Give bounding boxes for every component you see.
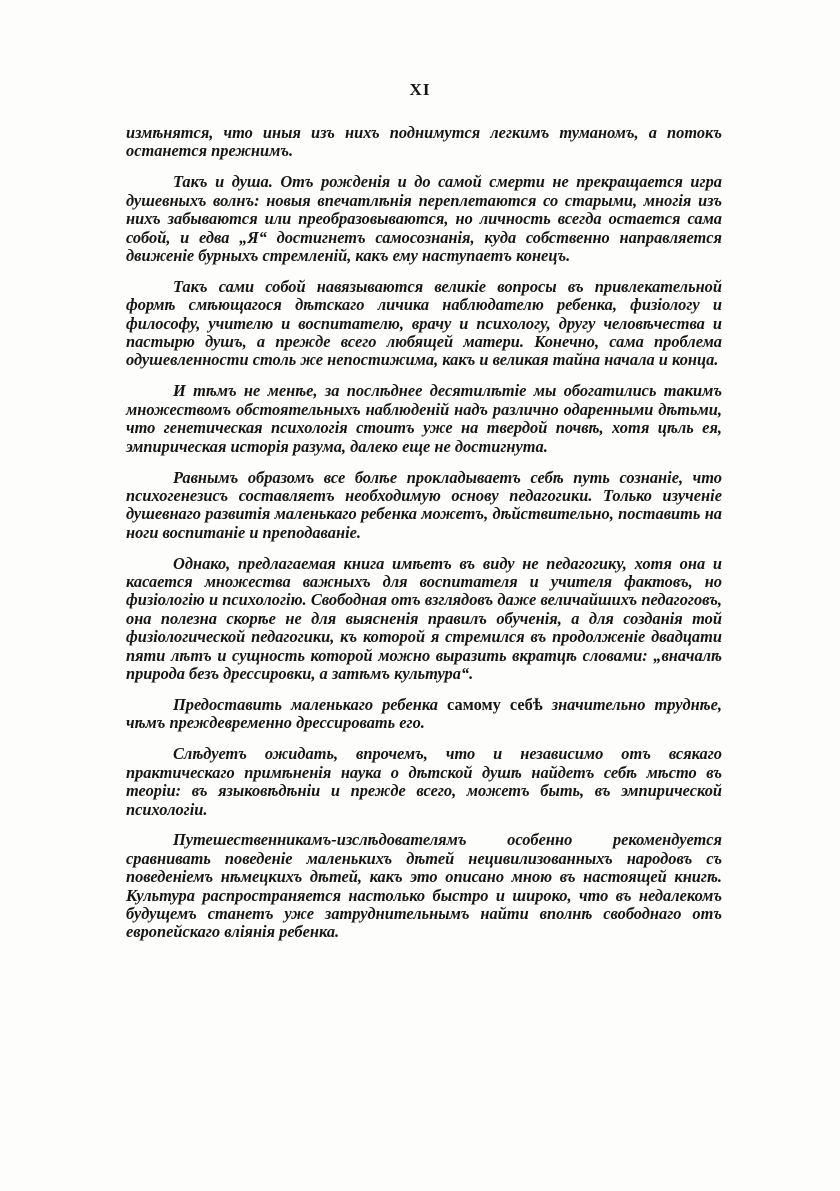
paragraph-text-before: Предоставить маленькаго ребенка [173, 694, 438, 714]
paragraph: Однако, предлагаемая книга имѣетъ въ виду не педагогику, хотя она и касается множества важныхъ для воспитателя и учителя фактовъ, но физіологію и психологію. Свободная отъ взглядовъ даже величайшихъ педагоговъ, она полезна скорѣе не для выясненія правилъ обученія, а для созданія той физіологической педагогики, къ которой я стремился въ продолженіе двадцати пяти лѣтъ и сущность которой можно выразить вкратцѣ словами: „вначалѣ природа безъ дрессировки, а затѣмъ культура“. [126, 553, 722, 684]
emphasized-phrase: самому себѣ [447, 694, 543, 714]
paragraph: Путешественникамъ-изслѣдователямъ особенно рекомендуется сравнивать поведеніе маленькихъ дѣтей нецивилизованныхъ народовъ съ поведеніемъ нѣмецкихъ дѣтей, какъ это описано мною въ настоящей книгѣ. Культура распространяется настолько быстро и широко, что въ недалекомъ будущемъ станетъ уже затруднительнымъ найти вполнѣ свободнаго отъ европейскаго вліянія ребенка. [126, 830, 722, 942]
paragraph-continuation: измѣнятся, что иныя изъ нихъ поднимутся легкимъ туманомъ, а потокъ останется прежнимъ. [126, 123, 722, 161]
paragraph: И тѣмъ не менѣе, за послѣднее десятилѣтіе мы обогатились такимъ множествомъ обстоятельныхъ наблюденій надъ различно одаренными дѣтьми, что генетическая психологія стоитъ уже на твердой почвѣ, хотя цѣль ея, эмпирическая исторія разума, далеко еще не достигнута. [126, 381, 722, 456]
paragraph-with-emphasis [126, 696, 722, 733]
paragraph: Такъ и душа. Отъ рожденія и до самой смерти не прекращается игра душевныхъ волнъ: новыя впечатлѣнія переплетаются со старыми, многія изъ нихъ забываются или преобразовываются, но личность всегда остается сама собой, и едва „Я“ достигнетъ самосознанія, куда собственно направляется движеніе бурныхъ стремленій, какъ ему наступаетъ конецъ. [126, 172, 722, 265]
page-number: XI [409, 80, 431, 99]
paragraph: Слѣдуетъ ожидать, впрочемъ, что и независимо отъ всякаго практическаго примѣненія наука о дѣтской душѣ найдетъ себѣ мѣсто въ теоріи: въ языковѣдѣніи и прежде всего, можетъ быть, въ эмпирической психологіи. [126, 744, 722, 819]
paragraph-text-after: значительно труднѣе, чѣмъ преждевременно дрессировать его. [126, 694, 722, 733]
paragraph: Равнымъ образомъ все болѣе прокладываетъ себѣ путь сознаніе, что психогенезисъ составляетъ необходимую основу педагогики. Только изученіе душевнаго развитія маленькаго ребенка можетъ, дѣйствительно, поставить на ноги воспитаніе и преподаваніе. [126, 467, 722, 542]
page-body [126, 124, 722, 954]
paragraph: Такъ сами собой навязываются великіе вопросы въ привлекательной формѣ смѣющагося дѣтскаго личика наблюдателю ребенка, физіологу и философу, учителю и воспитателю, врачу и психологу, другу человѣчества и пастырю душъ, а прежде всего любящей матери. Конечно, сама проблема одушевленности столь же непостижима, какъ и великая тайна начала и конца. [126, 276, 722, 370]
